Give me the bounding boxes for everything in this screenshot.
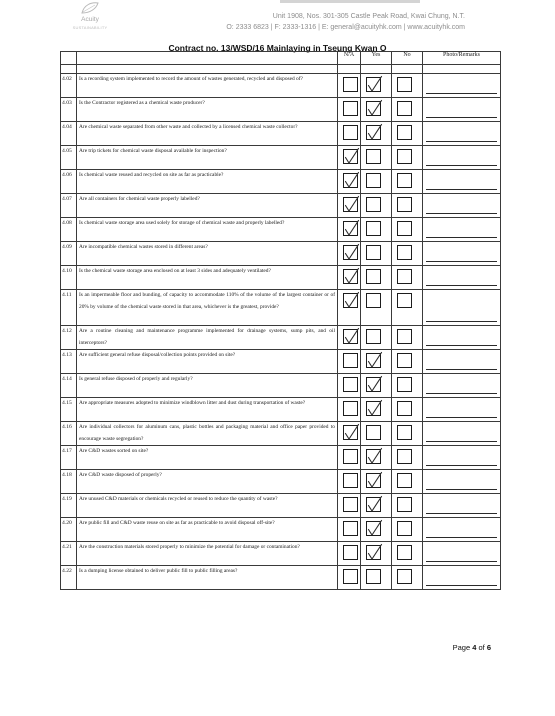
yes-cell bbox=[361, 566, 392, 590]
item-question: Are a routine cleaning and maintenance programme implemented for drainage systems, sump pits, and oil interceptors? bbox=[77, 326, 338, 350]
yes-cell bbox=[361, 326, 392, 350]
checklist-row bbox=[61, 98, 501, 122]
no-cell bbox=[392, 218, 423, 242]
company-address: Unit 1908, Nos. 301-305 Castle Peak Road, Kwai Chung, N.T. bbox=[272, 13, 465, 20]
header-yes: Yes bbox=[361, 52, 392, 65]
item-number: 4.08 bbox=[61, 218, 77, 242]
remarks-line[interactable] bbox=[426, 237, 497, 238]
remarks-line[interactable] bbox=[426, 165, 497, 166]
yes-cell bbox=[361, 470, 392, 494]
remarks-line[interactable] bbox=[426, 489, 497, 490]
checklist-table bbox=[60, 51, 501, 590]
remarks-line[interactable] bbox=[426, 465, 497, 466]
na-cell bbox=[338, 170, 361, 194]
remarks-line[interactable] bbox=[426, 345, 497, 346]
item-question: Is the chemical waste storage area enclosed on at least 3 sides and adequately ventilated? bbox=[77, 266, 338, 290]
remarks-cell bbox=[423, 398, 501, 422]
logo-subtext: SUSTAINABILITY bbox=[72, 25, 108, 30]
checkmark-icon bbox=[343, 244, 359, 261]
no-checkbox[interactable] bbox=[397, 77, 412, 92]
yes-cell bbox=[361, 446, 392, 470]
na-checkbox[interactable] bbox=[343, 77, 358, 92]
remarks-cell bbox=[423, 146, 501, 170]
no-checkbox[interactable] bbox=[397, 473, 412, 488]
no-checkbox[interactable] bbox=[397, 449, 412, 464]
remarks-line[interactable] bbox=[426, 537, 497, 538]
na-cell bbox=[338, 542, 361, 566]
checkmark-icon bbox=[343, 220, 359, 237]
remarks-cell bbox=[423, 98, 501, 122]
no-checkbox[interactable] bbox=[397, 269, 412, 284]
remarks-cell bbox=[423, 218, 501, 242]
checkmark-icon bbox=[343, 268, 359, 285]
item-number: 4.15 bbox=[61, 398, 77, 422]
item-question: Are the construction materials stored properly to minimize the potential for damage or contamination? bbox=[77, 542, 338, 566]
item-question: Is chemical waste storage area used solely for storage of chemical waste and properly labelled? bbox=[77, 218, 338, 242]
checkmark-icon bbox=[343, 292, 359, 309]
na-checkbox[interactable] bbox=[343, 245, 358, 260]
header-no: No bbox=[392, 52, 423, 65]
no-checkbox[interactable] bbox=[397, 221, 412, 236]
na-checkbox[interactable] bbox=[343, 269, 358, 284]
na-cell bbox=[338, 446, 361, 470]
remarks-cell bbox=[423, 566, 501, 590]
yes-checkbox[interactable] bbox=[366, 269, 381, 284]
cropped-header-text bbox=[280, 0, 420, 3]
na-cell bbox=[338, 350, 361, 374]
remarks-line[interactable] bbox=[426, 141, 497, 142]
remarks-cell bbox=[423, 242, 501, 266]
header-question-cell bbox=[77, 52, 338, 65]
no-checkbox[interactable] bbox=[397, 425, 412, 440]
yes-checkbox[interactable] bbox=[366, 377, 381, 392]
no-cell bbox=[392, 326, 423, 350]
na-checkbox[interactable] bbox=[343, 353, 358, 368]
na-checkbox[interactable] bbox=[343, 473, 358, 488]
item-question: Are unused C&D materials or chemicals recycled or reused to reduce the quantity of waste? bbox=[77, 494, 338, 518]
yes-checkbox[interactable] bbox=[366, 125, 381, 140]
item-question: Are public fill and C&D waste reuse on site as far as practicable to avoid disposal off-site? bbox=[77, 518, 338, 542]
na-cell bbox=[338, 518, 361, 542]
item-question: Is a recording system implemented to record the amount of wastes generated, recycled and disposed of? bbox=[77, 74, 338, 98]
item-number: 4.20 bbox=[61, 518, 77, 542]
no-cell bbox=[392, 350, 423, 374]
yes-checkbox[interactable] bbox=[366, 329, 381, 344]
remarks-cell bbox=[423, 542, 501, 566]
no-cell bbox=[392, 266, 423, 290]
remarks-line[interactable] bbox=[426, 189, 497, 190]
table-header-row bbox=[61, 52, 501, 65]
no-cell bbox=[392, 470, 423, 494]
header-remarks: Photo/Remarks bbox=[423, 52, 501, 65]
remarks-line[interactable] bbox=[426, 513, 497, 514]
remarks-cell bbox=[423, 170, 501, 194]
na-checkbox[interactable] bbox=[343, 377, 358, 392]
na-checkbox[interactable] bbox=[343, 125, 358, 140]
yes-checkbox[interactable] bbox=[366, 245, 381, 260]
item-number: 4.06 bbox=[61, 170, 77, 194]
no-checkbox[interactable] bbox=[397, 569, 412, 584]
no-cell bbox=[392, 242, 423, 266]
na-cell bbox=[338, 494, 361, 518]
yes-cell bbox=[361, 290, 392, 326]
yes-cell bbox=[361, 194, 392, 218]
yes-cell bbox=[361, 98, 392, 122]
no-cell bbox=[392, 518, 423, 542]
item-number: 4.13 bbox=[61, 350, 77, 374]
na-cell bbox=[338, 566, 361, 590]
remarks-line[interactable] bbox=[426, 93, 497, 94]
na-cell bbox=[338, 266, 361, 290]
item-number: 4.21 bbox=[61, 542, 77, 566]
na-checkbox[interactable] bbox=[343, 329, 358, 344]
yes-checkbox[interactable] bbox=[366, 293, 381, 308]
no-cell bbox=[392, 74, 423, 98]
na-checkbox[interactable] bbox=[343, 401, 358, 416]
yes-cell bbox=[361, 170, 392, 194]
na-checkbox[interactable] bbox=[343, 293, 358, 308]
yes-cell bbox=[361, 518, 392, 542]
yes-cell bbox=[361, 266, 392, 290]
checkmark-icon bbox=[366, 376, 382, 393]
yes-checkbox[interactable] bbox=[366, 149, 381, 164]
na-checkbox[interactable] bbox=[343, 497, 358, 512]
checklist-row bbox=[61, 326, 501, 350]
checkmark-icon bbox=[366, 448, 382, 465]
letterhead bbox=[0, 0, 555, 42]
item-number: 4.11 bbox=[61, 290, 77, 326]
remarks-cell bbox=[423, 290, 501, 326]
remarks-cell bbox=[423, 494, 501, 518]
item-number: 4.04 bbox=[61, 122, 77, 146]
checkmark-icon bbox=[366, 76, 382, 93]
checklist-row bbox=[61, 266, 501, 290]
table-spacer-row bbox=[61, 65, 501, 74]
remarks-cell bbox=[423, 194, 501, 218]
remarks-line[interactable] bbox=[426, 417, 497, 418]
remarks-cell bbox=[423, 446, 501, 470]
na-cell bbox=[338, 470, 361, 494]
item-number: 4.03 bbox=[61, 98, 77, 122]
checkmark-icon bbox=[366, 472, 382, 489]
remarks-cell bbox=[423, 266, 501, 290]
remarks-cell bbox=[423, 470, 501, 494]
checkmark-icon bbox=[343, 328, 359, 345]
item-question: Is an impermeable floor and bunding, of capacity to accommodate 110% of the volume of the largest container or of 20% by volume of the chemical waste stored in that area, whichever is the greatest, provide? bbox=[77, 290, 338, 326]
checklist-row bbox=[61, 518, 501, 542]
remarks-cell bbox=[423, 374, 501, 398]
checklist-row bbox=[61, 446, 501, 470]
company-contact: O: 2333 6823 | F: 2333-1316 | E: general@acuityhk.com | www.acuityhk.com bbox=[226, 24, 465, 31]
yes-checkbox[interactable] bbox=[366, 197, 381, 212]
yes-cell bbox=[361, 542, 392, 566]
page-number: Page 4 of 6 bbox=[452, 643, 491, 652]
checklist-row bbox=[61, 290, 501, 326]
no-cell bbox=[392, 98, 423, 122]
checkmark-icon bbox=[343, 148, 359, 165]
checklist-row bbox=[61, 494, 501, 518]
company-logo bbox=[64, 1, 116, 39]
item-number: 4.14 bbox=[61, 374, 77, 398]
remarks-cell bbox=[423, 350, 501, 374]
remarks-line[interactable] bbox=[426, 261, 497, 262]
item-question: Are chemical waste separated from other waste and collected by a licensed chemical waste collector? bbox=[77, 122, 338, 146]
no-cell bbox=[392, 170, 423, 194]
checklist-row bbox=[61, 470, 501, 494]
checkmark-icon bbox=[343, 172, 359, 189]
no-cell bbox=[392, 146, 423, 170]
item-question: Is a dumping license obtained to deliver public fill to public filling areas? bbox=[77, 566, 338, 590]
yes-checkbox[interactable] bbox=[366, 353, 381, 368]
header-number-cell bbox=[61, 52, 77, 65]
no-cell bbox=[392, 122, 423, 146]
yes-cell bbox=[361, 398, 392, 422]
item-number: 4.05 bbox=[61, 146, 77, 170]
no-checkbox[interactable] bbox=[397, 353, 412, 368]
item-question: Is the Contractor registered as a chemical waste producer? bbox=[77, 98, 338, 122]
checklist-row bbox=[61, 146, 501, 170]
no-cell bbox=[392, 398, 423, 422]
na-checkbox[interactable] bbox=[343, 449, 358, 464]
item-number: 4.17 bbox=[61, 446, 77, 470]
na-cell bbox=[338, 326, 361, 350]
checkmark-icon bbox=[366, 544, 382, 561]
item-question: Are sufficient general refuse disposal/collection points provided on site? bbox=[77, 350, 338, 374]
item-question: Are individual collectors for aluminum cans, plastic bottles and packaging material and office paper provided to encourage waste segregation? bbox=[77, 422, 338, 446]
item-number: 4.02 bbox=[61, 74, 77, 98]
na-cell bbox=[338, 146, 361, 170]
no-cell bbox=[392, 422, 423, 446]
yes-cell bbox=[361, 218, 392, 242]
na-cell bbox=[338, 422, 361, 446]
yes-checkbox[interactable] bbox=[366, 449, 381, 464]
checklist-row bbox=[61, 422, 501, 446]
yes-checkbox[interactable] bbox=[366, 473, 381, 488]
item-number: 4.22 bbox=[61, 566, 77, 590]
checkmark-icon bbox=[366, 520, 382, 537]
checklist-row bbox=[61, 74, 501, 98]
checkmark-icon bbox=[366, 400, 382, 417]
na-checkbox[interactable] bbox=[343, 149, 358, 164]
yes-checkbox[interactable] bbox=[366, 545, 381, 560]
yes-cell bbox=[361, 242, 392, 266]
yes-checkbox[interactable] bbox=[366, 173, 381, 188]
remarks-cell bbox=[423, 74, 501, 98]
item-number: 4.12 bbox=[61, 326, 77, 350]
checkmark-icon bbox=[343, 424, 359, 441]
no-checkbox[interactable] bbox=[397, 101, 412, 116]
yes-checkbox[interactable] bbox=[366, 401, 381, 416]
checkmark-icon bbox=[366, 100, 382, 117]
remarks-line[interactable] bbox=[426, 213, 497, 214]
na-checkbox[interactable] bbox=[343, 101, 358, 116]
item-number: 4.16 bbox=[61, 422, 77, 446]
na-cell bbox=[338, 398, 361, 422]
checkmark-icon bbox=[343, 196, 359, 213]
remarks-cell bbox=[423, 122, 501, 146]
yes-checkbox[interactable] bbox=[366, 521, 381, 536]
item-question: Are all containers for chemical waste properly labelled? bbox=[77, 194, 338, 218]
na-cell bbox=[338, 242, 361, 266]
remarks-line[interactable] bbox=[426, 393, 497, 394]
na-cell bbox=[338, 122, 361, 146]
item-question: Is general refuse disposed of properly and regularly? bbox=[77, 374, 338, 398]
remarks-line[interactable] bbox=[426, 117, 497, 118]
no-cell bbox=[392, 446, 423, 470]
yes-cell bbox=[361, 74, 392, 98]
logo-leaf-icon bbox=[79, 1, 101, 15]
document-title: Contract no. 13/WSD/16 Mainlaying in Tseung Kwan O bbox=[168, 43, 387, 53]
yes-checkbox[interactable] bbox=[366, 77, 381, 92]
na-cell bbox=[338, 74, 361, 98]
item-question: Are appropriate measures adopted to minimize windblown litter and dust during transportation of waste? bbox=[77, 398, 338, 422]
item-number: 4.10 bbox=[61, 266, 77, 290]
yes-cell bbox=[361, 146, 392, 170]
na-checkbox[interactable] bbox=[343, 197, 358, 212]
item-question: Are trip tickets for chemical waste disposal available for inspection? bbox=[77, 146, 338, 170]
checkmark-icon bbox=[366, 496, 382, 513]
item-number: 4.07 bbox=[61, 194, 77, 218]
yes-checkbox[interactable] bbox=[366, 221, 381, 236]
no-checkbox[interactable] bbox=[397, 293, 412, 308]
header-na: N/A bbox=[338, 52, 361, 65]
no-checkbox[interactable] bbox=[397, 329, 412, 344]
item-question: Are C&D waste disposed of properly? bbox=[77, 470, 338, 494]
na-checkbox[interactable] bbox=[343, 545, 358, 560]
yes-checkbox[interactable] bbox=[366, 425, 381, 440]
na-checkbox[interactable] bbox=[343, 569, 358, 584]
no-checkbox[interactable] bbox=[397, 197, 412, 212]
no-checkbox[interactable] bbox=[397, 149, 412, 164]
no-checkbox[interactable] bbox=[397, 173, 412, 188]
yes-cell bbox=[361, 494, 392, 518]
checklist-row bbox=[61, 398, 501, 422]
no-checkbox[interactable] bbox=[397, 521, 412, 536]
remarks-line[interactable] bbox=[426, 369, 497, 370]
na-checkbox[interactable] bbox=[343, 521, 358, 536]
checkmark-icon bbox=[366, 124, 382, 141]
na-cell bbox=[338, 290, 361, 326]
yes-cell bbox=[361, 122, 392, 146]
na-cell bbox=[338, 218, 361, 242]
no-checkbox[interactable] bbox=[397, 245, 412, 260]
no-checkbox[interactable] bbox=[397, 497, 412, 512]
yes-cell bbox=[361, 374, 392, 398]
remarks-cell bbox=[423, 518, 501, 542]
na-cell bbox=[338, 374, 361, 398]
na-checkbox[interactable] bbox=[343, 221, 358, 236]
checklist-row bbox=[61, 170, 501, 194]
item-number: 4.19 bbox=[61, 494, 77, 518]
no-cell bbox=[392, 374, 423, 398]
checklist-row bbox=[61, 566, 501, 590]
remarks-cell bbox=[423, 422, 501, 446]
checklist-row bbox=[61, 350, 501, 374]
item-number: 4.18 bbox=[61, 470, 77, 494]
no-checkbox[interactable] bbox=[397, 401, 412, 416]
item-question: Are incompatible chemical wastes stored in different areas? bbox=[77, 242, 338, 266]
na-checkbox[interactable] bbox=[343, 425, 358, 440]
remarks-line[interactable] bbox=[426, 561, 497, 562]
item-number: 4.09 bbox=[61, 242, 77, 266]
item-question: Is chemical waste reused and recycled on site as far as practicable? bbox=[77, 170, 338, 194]
na-checkbox[interactable] bbox=[343, 173, 358, 188]
yes-checkbox[interactable] bbox=[366, 101, 381, 116]
remarks-line[interactable] bbox=[426, 321, 497, 322]
no-cell bbox=[392, 542, 423, 566]
remarks-line[interactable] bbox=[426, 285, 497, 286]
remarks-cell bbox=[423, 326, 501, 350]
yes-cell bbox=[361, 422, 392, 446]
no-cell bbox=[392, 494, 423, 518]
yes-checkbox[interactable] bbox=[366, 569, 381, 584]
checklist-row bbox=[61, 242, 501, 266]
checklist-row bbox=[61, 218, 501, 242]
remarks-line[interactable] bbox=[426, 585, 497, 586]
remarks-line[interactable] bbox=[426, 441, 497, 442]
no-cell bbox=[392, 566, 423, 590]
no-checkbox[interactable] bbox=[397, 125, 412, 140]
item-question: Are C&D wastes sorted on site? bbox=[77, 446, 338, 470]
checkmark-icon bbox=[366, 352, 382, 369]
checklist-row bbox=[61, 122, 501, 146]
no-checkbox[interactable] bbox=[397, 545, 412, 560]
no-cell bbox=[392, 194, 423, 218]
no-checkbox[interactable] bbox=[397, 377, 412, 392]
logo-text: Acuity bbox=[81, 16, 99, 23]
yes-cell bbox=[361, 350, 392, 374]
yes-checkbox[interactable] bbox=[366, 497, 381, 512]
checklist-row bbox=[61, 542, 501, 566]
na-cell bbox=[338, 98, 361, 122]
checklist-row bbox=[61, 374, 501, 398]
checklist-row bbox=[61, 194, 501, 218]
no-cell bbox=[392, 290, 423, 326]
na-cell bbox=[338, 194, 361, 218]
